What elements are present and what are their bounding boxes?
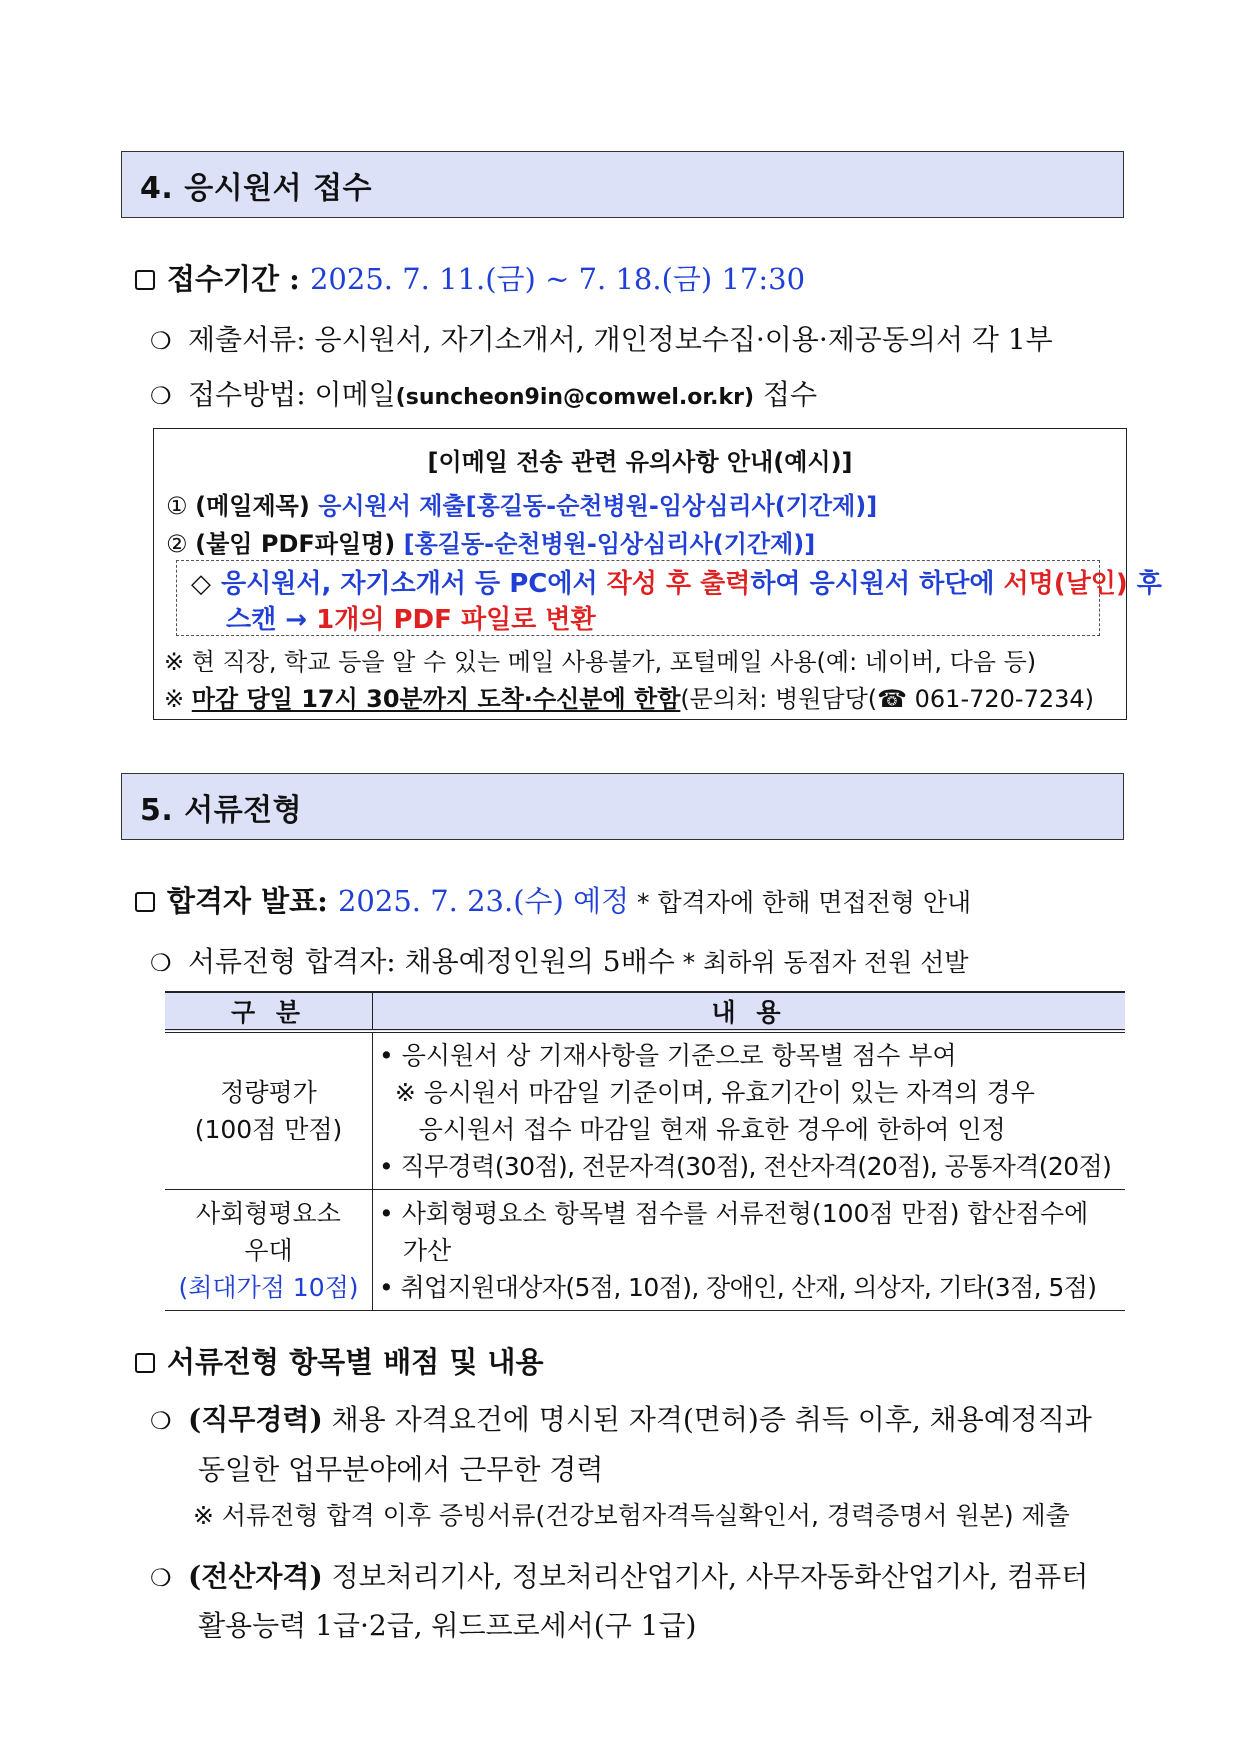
reception-method	[150, 373, 817, 413]
circle-bullet-icon: ❍	[150, 1407, 172, 1435]
table-row	[165, 1190, 1125, 1311]
it-label: (전산자격)	[188, 1560, 323, 1593]
content-line: • 직무경력(30점), 전문자격(30점), 전산자격(20점), 공통자격(20점)	[379, 1152, 1112, 1181]
announce-value: 2025. 7. 23.(수) 예정	[337, 884, 630, 918]
period-value: 2025. 7. 11.(금) ~ 7. 18.(금) 17:30	[309, 262, 806, 296]
job-experience-note: ※ 서류전형 합격 이후 증빙서류(건강보험자격득실확인서, 경력증명서 원본) 제출	[193, 1501, 1070, 1530]
content-cell	[373, 1190, 1126, 1311]
notice-item-1	[166, 486, 877, 521]
circle-bullet-icon: ❍	[150, 327, 172, 355]
it-qualification-item	[150, 1555, 1088, 1595]
table-row	[165, 1031, 1125, 1190]
method-prefix: 접수방법: 이메일	[188, 378, 396, 411]
pdf-instruction-line-1	[191, 563, 1162, 600]
notice-note-2	[164, 679, 1094, 714]
section-4-title: 4. 응시원서 접수	[121, 151, 1124, 218]
instruction-text: 스캔 →	[226, 605, 317, 635]
reception-period	[135, 257, 805, 298]
checkbox-square-icon	[135, 1353, 155, 1373]
instruction-text: 하여 응시원서 하단에	[750, 569, 1004, 599]
instruction-highlight: 서명(날인)	[1003, 569, 1128, 599]
circle-bullet-icon: ❍	[150, 1564, 172, 1592]
section-5-title: 5. 서류전형	[121, 773, 1124, 840]
diamond-icon: ◇	[191, 569, 211, 599]
instruction-highlight: 1개의 PDF 파일로 변환	[316, 605, 596, 635]
required-documents	[150, 318, 1053, 358]
docs-text: 제출서류: 응시원서, 자기소개서, 개인정보수집·이용·제공동의서 각 1부	[188, 323, 1053, 356]
instruction-highlight: 작성 후 출력	[606, 569, 751, 599]
method-suffix: 접수	[754, 378, 817, 411]
checkbox-square-icon	[135, 892, 155, 912]
notice-note-1: ※ 현 직장, 학교 등을 알 수 있는 메일 사용불가, 포털메일 사용(예: 네이버, 다음 등)	[164, 648, 1037, 676]
contact-text: (문의처: 병원담당(☎ 061-720-7234)	[680, 685, 1095, 713]
notice-title: [이메일 전송 관련 유의사항 안내(예시)]	[427, 448, 853, 476]
email-notice-box	[153, 428, 1162, 720]
period-label: 접수기간 :	[167, 262, 310, 296]
it-text: 정보처리기사, 정보처리산업기사, 사무자동화산업기사, 컴퓨터	[322, 1560, 1089, 1593]
category-text: (최대가점 10점)	[178, 1272, 359, 1302]
instruction-text: 응시원서, 자기소개서 등 PC에서	[221, 569, 607, 599]
job-text: 채용 자격요건에 명시된 자격(면허)증 취득 이후, 채용예정직과	[322, 1403, 1092, 1436]
table-header: 구 분	[165, 992, 373, 1031]
pass-note: * 최하위 동점자 전원 선발	[674, 948, 969, 977]
document-pass-count	[150, 940, 968, 980]
content-line: 응시원서 접수 마감일 현재 유효한 경우에 한하여 인정	[379, 1115, 1006, 1144]
category-text: 우대	[244, 1235, 293, 1265]
notice-item-2	[166, 524, 815, 559]
item-number: ①	[166, 492, 188, 520]
circle-bullet-icon: ❍	[150, 949, 172, 977]
category-cell	[165, 1031, 373, 1190]
circle-bullet-icon: ❍	[150, 382, 172, 410]
screening-criteria-table	[165, 991, 1125, 1311]
announce-label: 합격자 발표:	[167, 884, 338, 918]
deadline-text: 마감 당일 17시 30분까지 도착·수신분에 한함	[191, 685, 681, 713]
item-value: 응시원서 제출[홍길동-순천병원-임상심리사(기간제)]	[318, 492, 878, 520]
table-header-row	[165, 992, 1125, 1031]
pass-text: 서류전형 합격자: 채용예정인원의 5배수	[188, 945, 675, 978]
content-line: 가산	[379, 1235, 452, 1265]
it-qualification-continued: 활용능력 1급·2급, 워드프로세서(구 1급)	[198, 1609, 697, 1642]
criteria-title	[135, 1340, 544, 1381]
category-cell	[165, 1190, 373, 1311]
job-experience-item	[150, 1398, 1092, 1438]
item-label: (붙임 PDF파일명)	[195, 530, 404, 558]
pdf-instruction-line-2	[226, 599, 596, 636]
criteria-title-text: 서류전형 항목별 배점 및 내용	[167, 1345, 544, 1379]
pdf-instruction-box	[176, 560, 1162, 636]
note-mark: ※	[164, 685, 192, 713]
pass-announcement	[135, 879, 971, 920]
category-text: 정량평가	[220, 1078, 317, 1107]
category-text: 사회형평요소	[196, 1198, 341, 1228]
job-experience-continued: 동일한 업무분야에서 근무한 경력	[198, 1453, 604, 1486]
item-value: [홍길동-순천병원-임상심리사(기간제)]	[403, 530, 816, 558]
item-number: ②	[166, 530, 188, 558]
content-line: • 취업지원대상자(5점, 10점), 장애인, 산재, 의상자, 기타(3점, 5점)	[379, 1272, 1097, 1302]
instruction-text: 후	[1127, 569, 1162, 599]
checkbox-square-icon	[135, 270, 155, 290]
job-label: (직무경력)	[188, 1403, 323, 1436]
item-label: (메일제목)	[195, 492, 319, 520]
content-cell	[373, 1031, 1126, 1190]
category-text: (100점 만점)	[194, 1115, 343, 1144]
announce-note: * 합격자에 한해 면접전형 안내	[629, 888, 972, 917]
content-line: • 응시원서 상 기재사항을 기준으로 항목별 점수 부여	[379, 1041, 957, 1070]
table-header: 내 용	[373, 992, 1126, 1031]
content-line: • 사회형평요소 항목별 점수를 서류전형(100점 만점) 합산점수에	[379, 1198, 1089, 1228]
email-address: (suncheon9in@comwel.or.kr)	[395, 385, 754, 410]
content-line: ※ 응시원서 마감일 기준이며, 유효기간이 있는 자격의 경우	[379, 1078, 1035, 1107]
